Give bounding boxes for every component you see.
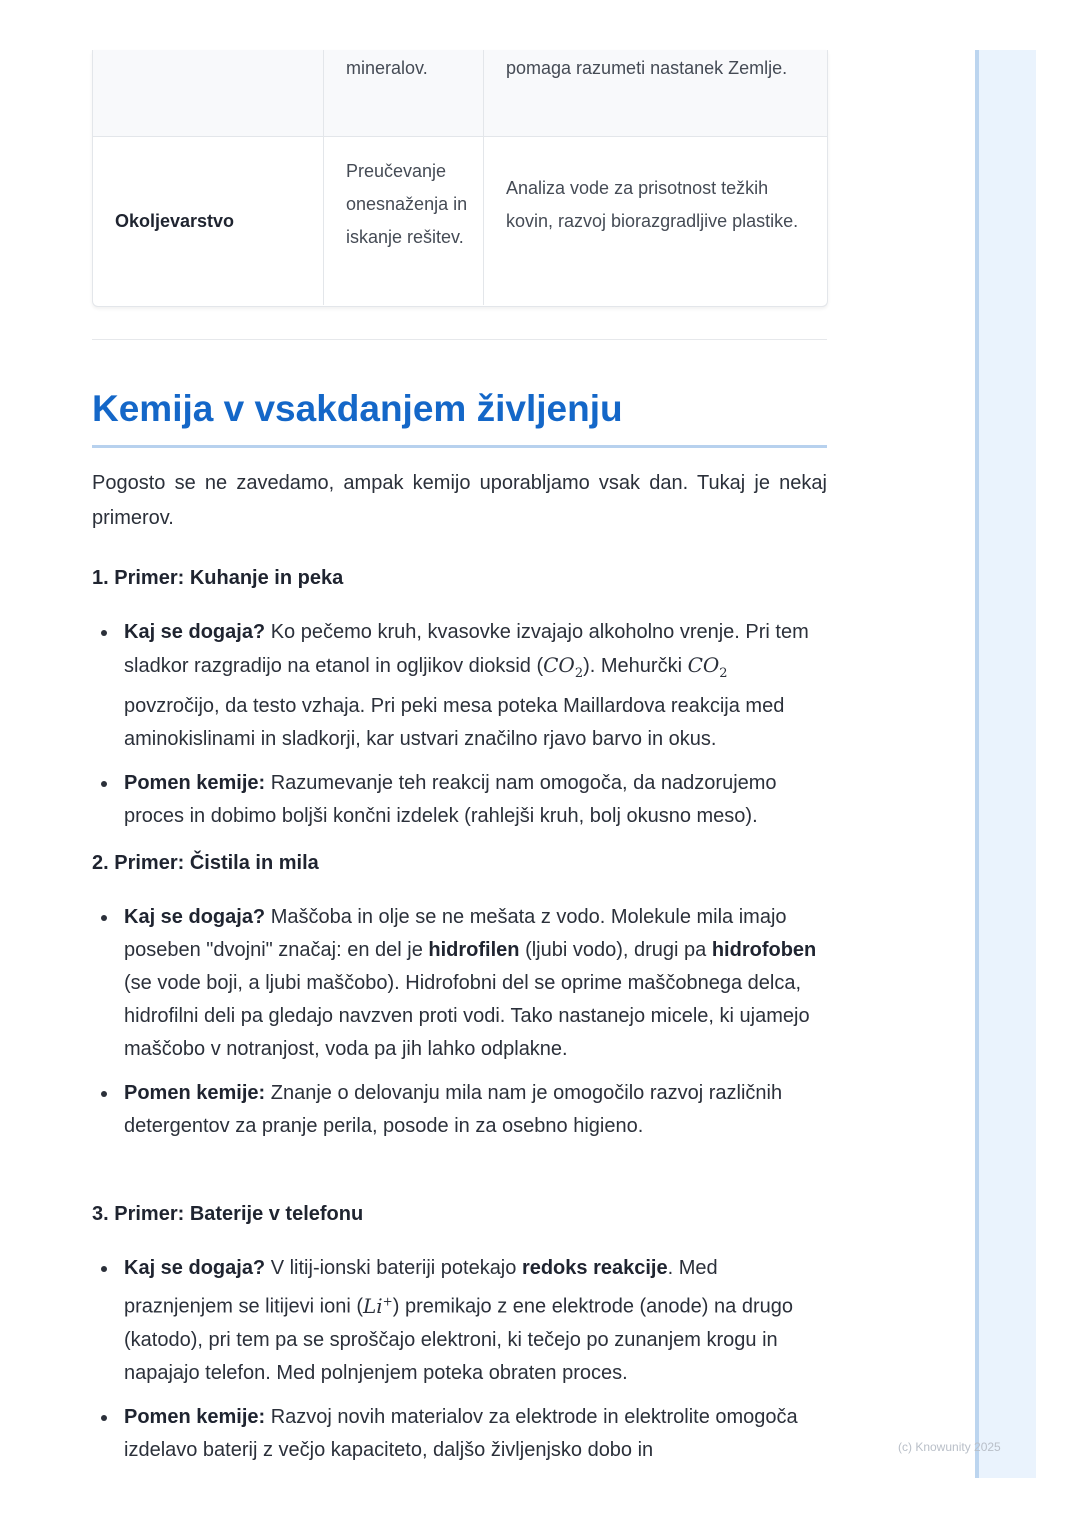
list-item: Kaj se dogaja? Maščoba in olje se ne mešata z vodo. Molekule mila imajo poseben "dvojni" značaj: en del je hidrofilen (ljubi vodo), drugi pa hidrofoben (se vode boji, a ljubi maščobo). Hidrofobni del se oprime maščobnega delca, hidrofilni deli pa gledajo navzven proti vodi. Tako nastanejo micele, ki ujamejo maščobo v notranjost, voda pa jih lahko odplakne. <box>92 901 827 1066</box>
section-title: Kemija v vsakdanjem življenju <box>92 383 827 448</box>
comparison-table <box>92 50 828 307</box>
table-cell: Analiza vode za prisotnost težkih kovin, razvoj biorazgradljive plastike. <box>483 137 827 305</box>
table-cell: mineralov. <box>323 50 483 136</box>
formula-co2: $CO_2$ <box>543 653 584 681</box>
example-list <box>92 901 827 1154</box>
intro-paragraph: Pogosto se ne zavedamo, ampak kemijo uporabljamo vsak dan. Tukaj je nekaj primerov. <box>92 472 827 529</box>
example-heading: 3. Primer: Baterije v telefonu <box>92 1203 364 1225</box>
table-row <box>93 50 827 137</box>
row-label: Okoljevarstvo <box>115 211 235 231</box>
table-cell <box>93 137 323 305</box>
table-cell: pomaga razumeti nastanek Zemlje. <box>483 50 827 136</box>
list-item: Pomen kemije: Razumevanje teh reakcij nam omogoča, da nadzorujemo proces in dobimo boljši končni izdelek (rahlejši kruh, bolj okusno meso). <box>92 767 827 833</box>
example-list <box>92 616 827 844</box>
formula-li-ion: Li+ <box>362 1293 393 1318</box>
example-heading: 2. Primer: Čistila in mila <box>92 852 319 874</box>
table-row <box>93 137 827 305</box>
list-item: Pomen kemije: Razvoj novih materialov za elektrode in elektrolite omogoča izdelavo baterij z večjo kapaciteto, daljšo življenjsko dobo in <box>92 1401 827 1467</box>
example-heading: 1. Primer: Kuhanje in peka <box>92 567 344 589</box>
watermark: (c) Knowunity 2025 <box>898 1440 1001 1454</box>
list-item: Kaj se dogaja? Ko pečemo kruh, kvasovke izvajajo alkoholno vrenje. Pri tem sladkor razgradijo na etanol in ogljikov dioksid $(CO_2)$. Mehurčki $CO_2$ povzročijo, da testo vzhaja. Pri peki mesa poteka Maillardova reakcija med aminokislinami in sladkorji, kar ustvari značilno rjavo barvo in okus. <box>92 616 827 756</box>
table-cell: Preučevanje onesnaženja in iskanje rešitev. <box>323 137 483 305</box>
section-divider <box>92 339 827 340</box>
table-cell <box>93 50 323 136</box>
formula-co2: $CO_2$ <box>687 653 728 681</box>
list-item: Pomen kemije: Znanje o delovanju mila nam je omogočilo razvoj različnih detergentov za pranje perila, posode in za osebno higieno. <box>92 1077 827 1143</box>
list-item: Kaj se dogaja? V litij-ionski bateriji potekajo redoks reakcije. Med praznjenjem se litijevi ioni (Li+) premikajo z ene elektrode (anode) na drugo (katodo), pri tem pa se sproščajo elektroni, ki tečejo po zunanjem krogu in napajajo telefon. Med polnjenjem poteka obraten proces. <box>92 1252 827 1390</box>
page-sidebar-strip <box>975 50 1036 1478</box>
example-list <box>92 1252 827 1478</box>
